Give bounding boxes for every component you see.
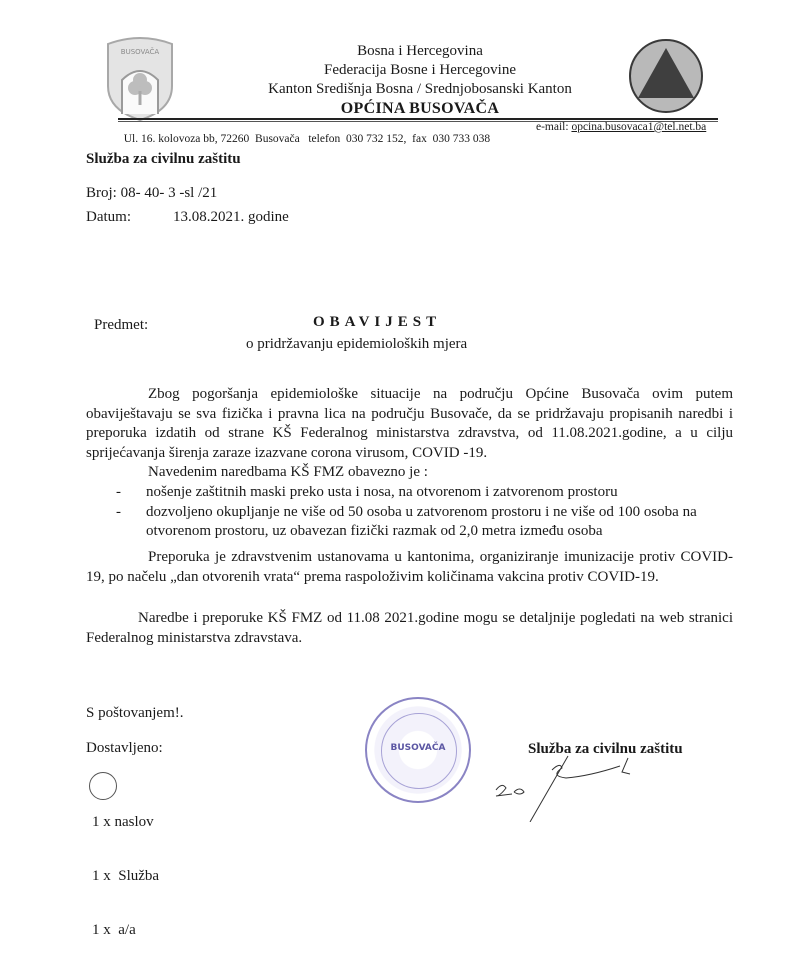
reference-date-value: 13.08.2021. godine (173, 209, 289, 225)
closing-greeting: S poštovanjem!. (86, 705, 184, 721)
letterhead-divider (118, 118, 718, 120)
reference-number-label: Broj: (86, 185, 117, 201)
email-link[interactable]: opcina.busovaca1@tel.net.ba (571, 121, 707, 133)
handwritten-signature-icon (490, 752, 670, 822)
reference-number-value: 08- 40- 3 -sl /21 (120, 185, 218, 201)
reference-date (86, 207, 289, 227)
municipality-name: OPĆINA BUSOVAČA (340, 100, 500, 117)
signature-title: Služba za civilnu zaštitu (528, 741, 683, 757)
reference-date-label: Datum: (86, 209, 131, 225)
bullet-dash: - (116, 483, 121, 500)
subject-label: Predmet: (94, 317, 149, 333)
subject-subtitle: o pridržavanju epidemioloških mjera (246, 336, 468, 352)
body-paragraph-3: Naredbe i preporuke KŠ FMZ od 11.08 2021.godine mogu se detaljnije pogledati na web stranici Federalnog ministarstva zdravstava. (86, 610, 733, 646)
recipient-item: 1 x naslov (92, 814, 154, 830)
reference-number (86, 183, 217, 203)
contact-email: e-mail: opcina.busovaca1@tel.net.ba (536, 121, 707, 133)
sender-department: Služba za civilnu zaštitu (86, 151, 241, 167)
delivered-label: Dostavljeno: (86, 740, 163, 756)
measures-intro: Navedenim naredbama KŠ FMZ obavezno je : (148, 464, 428, 481)
stamp-label: BUSOVAČA (390, 743, 446, 753)
body-paragraph-2: Preporuka je zdravstvenim ustanovama u kantonima, organiziranje imunizacije protiv COVID-19, po načelu „dan otvorenih vrata“ prema raspoloživim količinama vakcina protiv COVID-19. (86, 549, 733, 585)
bullet-dash: - (116, 503, 121, 520)
municipality-coat-of-arms-icon (100, 36, 180, 122)
recipient-list (92, 777, 159, 957)
body-paragraph-1: Zbog pogoršanja epidemiološke situacije na području Općine Busovača ovim putem obaviještavaju se sva fizička i pravna lica na području Busovače, da se pridržavaju propisanih naredbi i preporuka izdatih od strane KŠ Federalnog ministarstva zdravstva, od 11.08.2021.godine, a u cilju sprijećavanja širenja zaraze izazvane corona virusom, COVID -19. Navedenim naredbama KŠ FMZ obavezno je : - nošenje zaštitnih maski preko usta i nosa, na otvorenom i zatvorenom prostoru - dozvoljeno okupljanje ne više od 50 osoba u zatvorenom prostoru i ne više od 100 osoba na otvorenom prostoru, uz obavezan fizički razmak od 2,0 metra između osoba (86, 385, 733, 542)
country-line: Bosna i Hercegovina (357, 43, 483, 59)
civil-protection-triangle-icon (628, 38, 704, 114)
official-stamp (365, 697, 471, 803)
recipient-item: 1 x a/a (92, 922, 136, 938)
contact-address: Ul. 16. kolovoza bb, 72260 Busovača telefon 030 732 152, fax 030 733 038 (123, 133, 491, 145)
canton-line: Kanton Središnja Bosna / Srednjobosanski Kanton (268, 81, 572, 97)
subject-title: OBAVIJEST (313, 314, 442, 330)
svg-text:BUSOVAČA: BUSOVAČA (120, 48, 160, 56)
recipient-item: 1 x Služba (92, 868, 160, 884)
measure-item: - nošenje zaštitnih maski preko usta i nosa, na otvorenom i zatvorenom prostoru (86, 483, 733, 503)
measure-item: - dozvoljeno okupljanje ne više od 50 osoba u zatvorenom prostoru i ne više od 100 osoba na otvorenom prostoru, uz obavezan fizički razmak od 2,0 metra između osoba (116, 503, 697, 540)
federation-line: Federacija Bosne i Hercegovine (323, 62, 516, 78)
letterhead-text (230, 42, 610, 118)
